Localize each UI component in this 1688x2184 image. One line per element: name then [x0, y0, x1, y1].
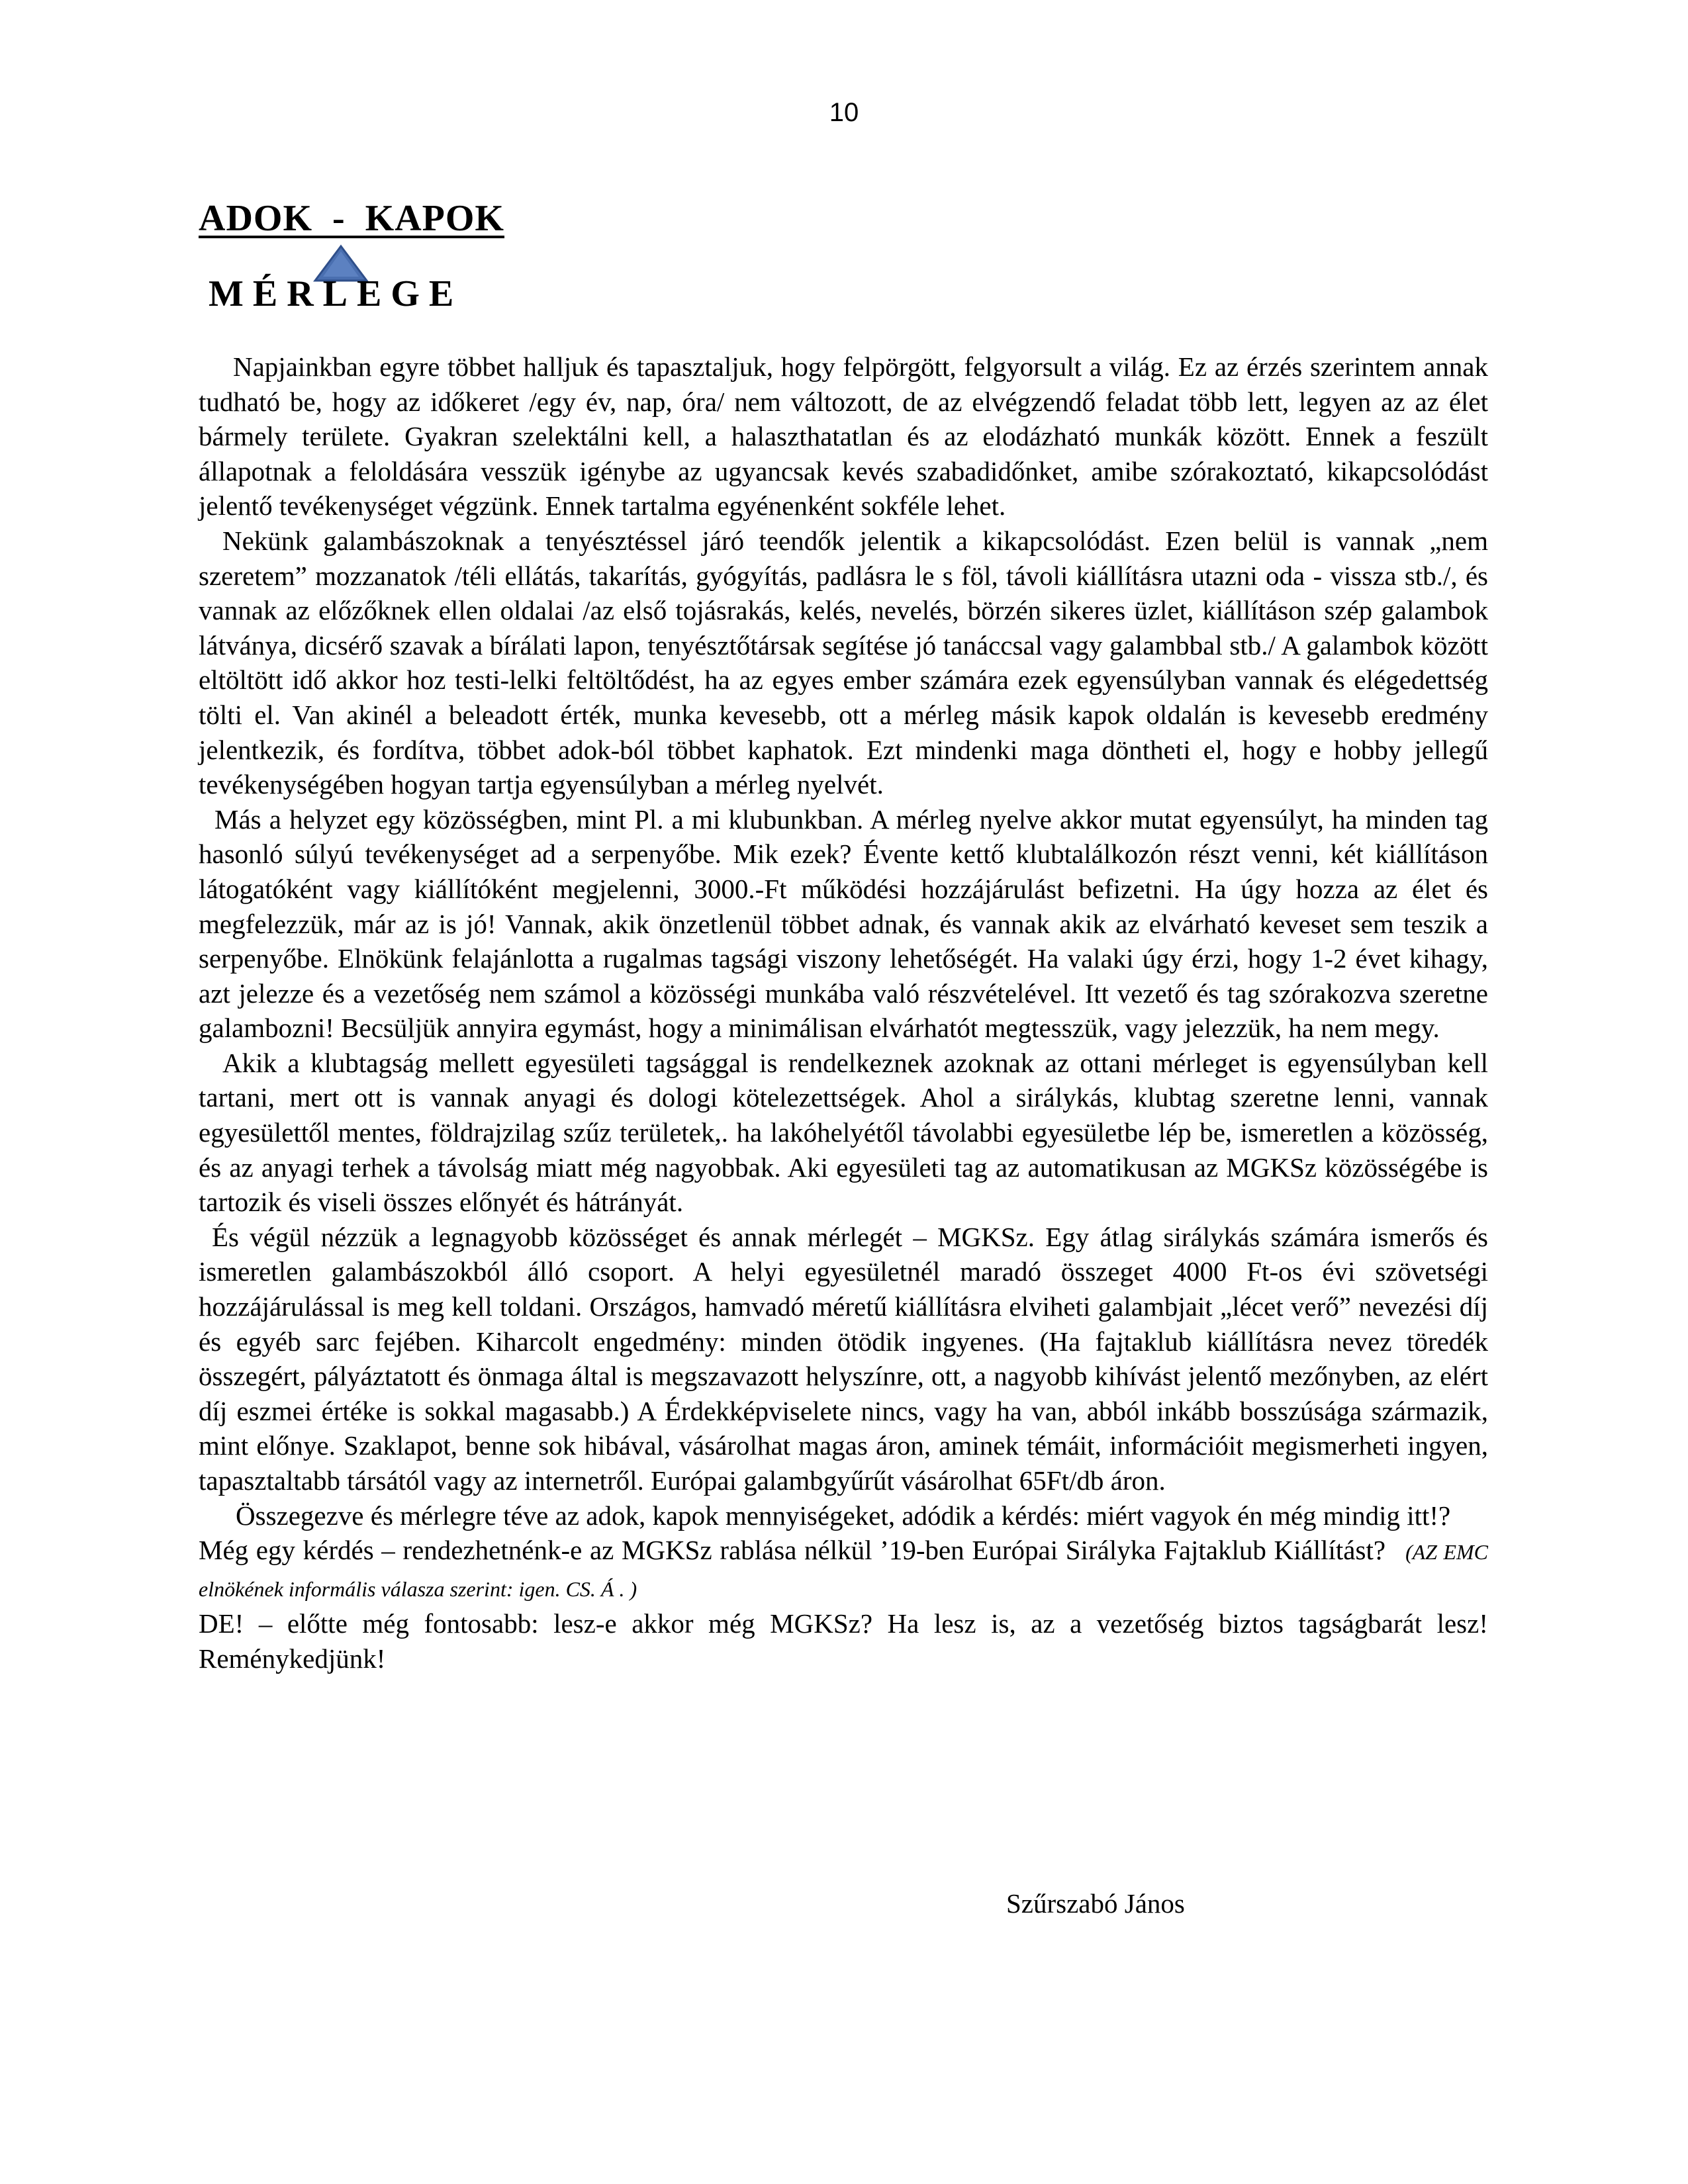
paragraph-3: Más a helyzet egy közösségben, mint Pl. a mi klubunkban. A mérleg nyelve akkor mutat egyensúlyt, ha minden tag hasonló súlyú tevékenységet ad a serpenyőbe. Mik ezek? Évente kettő klubtalálkozón részt venni, két kiállításon látogatóként vagy kiállítóként megjelenni, 3000.-Ft működési hozzájárulást befizetni. Ha úgy hozza az élet és megfelezzük, már az is jó! Vannak, akik önzetlenül többet adnak, és vannak akik az elvárható keveset sem teszik a serpenyőbe. Elnökünk felajánlotta a rugalmas tagsági viszony lehetőségét. Ha valaki úgy érzi, hogy 1-2 évet kihagy, azt jelezze és a vezetőség nem számol a közösségi munkába való részvételével. Itt vezető és tag szórakozva szeretne galambozni! Becsüljük annyira egymást, hogy a minimálisan elvárhatót megtesszük, vagy jelezzük, ha nem megy.: [199, 803, 1488, 1044]
closing-paragraph: DE! – előtte még fontosabb: lesz-e akkor még MGKSz? Ha lesz is, az a vezetőség biztos tagságbarát lesz! Reménykedjünk!: [199, 1608, 1488, 1674]
author-signature: Szűrszabó János: [1006, 1888, 1185, 1919]
paragraph-1: Napjainkban egyre többet halljuk és tapasztaljuk, hogy felpörgött, felgyorsult a világ. Ez az érzés szerintem annak tudható be, hogy az időkeret /egy év, nap, óra/ nem változott, de az elvégzendő feladat több lett, legyen az az élet bármely területe. Gyakran szelektálni kell, a halaszthatatlan és az elodázható munkák között. Ennek a feszült állapotnak a feloldására vesszük igénybe az ugyancsak kevés szabadidőnket, amibe szórakoztató, kikapcsolódást jelentő tevékenységet végzünk. Ennek tartalma egyénenként sokféle lehet.: [199, 351, 1488, 522]
paragraph-6: Összegezve és mérlegre téve az adok, kapok mennyiségeket, adódik a kérdés: miért vagyok én még mindig itt!?: [236, 1500, 1451, 1531]
question-paragraph: [199, 1533, 1488, 1606]
informal-answer-note: (AZ EMC elnökének informális válasza szerint: igen. CS. Á . ): [199, 1540, 1489, 1601]
paragraph-2: Nekünk galambászoknak a tenyésztéssel járó teendők jelentik a kikapcsolódást. Ezen belül is vannak „nem szeretem” mozzanatok /téli ellátás, takarítás, gyógyítás, padlásra le s föl, távoli kiállításra utazni oda - vissza stb./, és vannak az előzőknek ellen oldalai /az első tojásrakás, kelés, nevelés, börzén sikeres üzlet, kiállításon szép galambok látványa, dicsérő szavak a bírálati lapon, tenyésztőtársak segítése jó tanáccsal vagy galambbal stb./ A galambok között eltöltött idő akkor hoz testi-lelki feltöltődést, ha az egyes ember számára ezek egyensúlyban vannak és elégedettség tölti el. Van akinél a beleadott érték, munka kevesebb, ott a mérleg másik kapok oldalán is kevesebb eredmény jelentkezik, és fordítva, többet adok-ból többet kaphatok. Ezt mindenki maga döntheti el, hogy e hobby jellegű tevékenységében hogyan tartja egyensúlyban a mérleg nyelvét.: [199, 525, 1488, 800]
title-merlege: MÉRLEGE: [209, 273, 463, 314]
title-adok-kapok: ADOK - KAPOK: [199, 198, 504, 239]
paragraph-5: És végül nézzük a legnagyobb közösséget és annak mérlegét – MGKSz. Egy átlag sirálykás számára ismerős és ismeretlen galambászokból álló csoport. A helyi egyesületnél maradó összeget 4000 Ft-os évi szövetségi hozzájárulással is meg kell toldani. Országos, hamvadó méretű kiállításra elviheti galambjait „lécet verő” nevezési díj és egyéb sarc fejében. Kiharcolt engedmény: minden ötödik ingyenes. (Ha fajtaklub kiállításra nevez töredék összegért, pályáztatott és önmaga által is megszavazott helyszínre, ott, a nagyobb kihívást jelentő mezőnyben, az elért díj eszmei értéke is sokkal magasabb.) A Érdekképviselete nincs, vagy ha van, abból inkább bosszúsága származik, mint előnye. Szaklapot, benne sok hibával, vásárolhat magas áron, aminek témáit, információit megismerheti ingyen, tapasztaltabb társától vagy az internetről. Európai galambgyűrűt vásárolhat 65Ft/db áron.: [199, 1221, 1488, 1496]
question-text: Még egy kérdés – rendezhetnénk-e az MGKSz rablása nélkül ’19-ben Európai Sirályka Fajtaklub Kiállítást?: [199, 1535, 1386, 1566]
page-number: 10: [829, 98, 859, 127]
paragraph-4: Akik a klubtagság mellett egyesületi tagsággal is rendelkeznek azoknak az ottani mérleget is egyensúlyban kell tartani, mert ott is vannak anyagi és dologi kötelezettségek. Ahol a sirálykás, klubtag szeretne lenni, vannak egyesülettől mentes, földrajzilag szűz területek,. ha lakóhelyétől távolabbi egyesületbe lép be, ismeretlen a közösség, és az anyagi terhek a távolság miatt még nagyobbak. Aki egyesületi tag az automatikusan az MGKSz közösségébe is tartozik és viseli összes előnyét és hátrányát.: [199, 1047, 1488, 1218]
article-body: [199, 349, 1488, 1676]
